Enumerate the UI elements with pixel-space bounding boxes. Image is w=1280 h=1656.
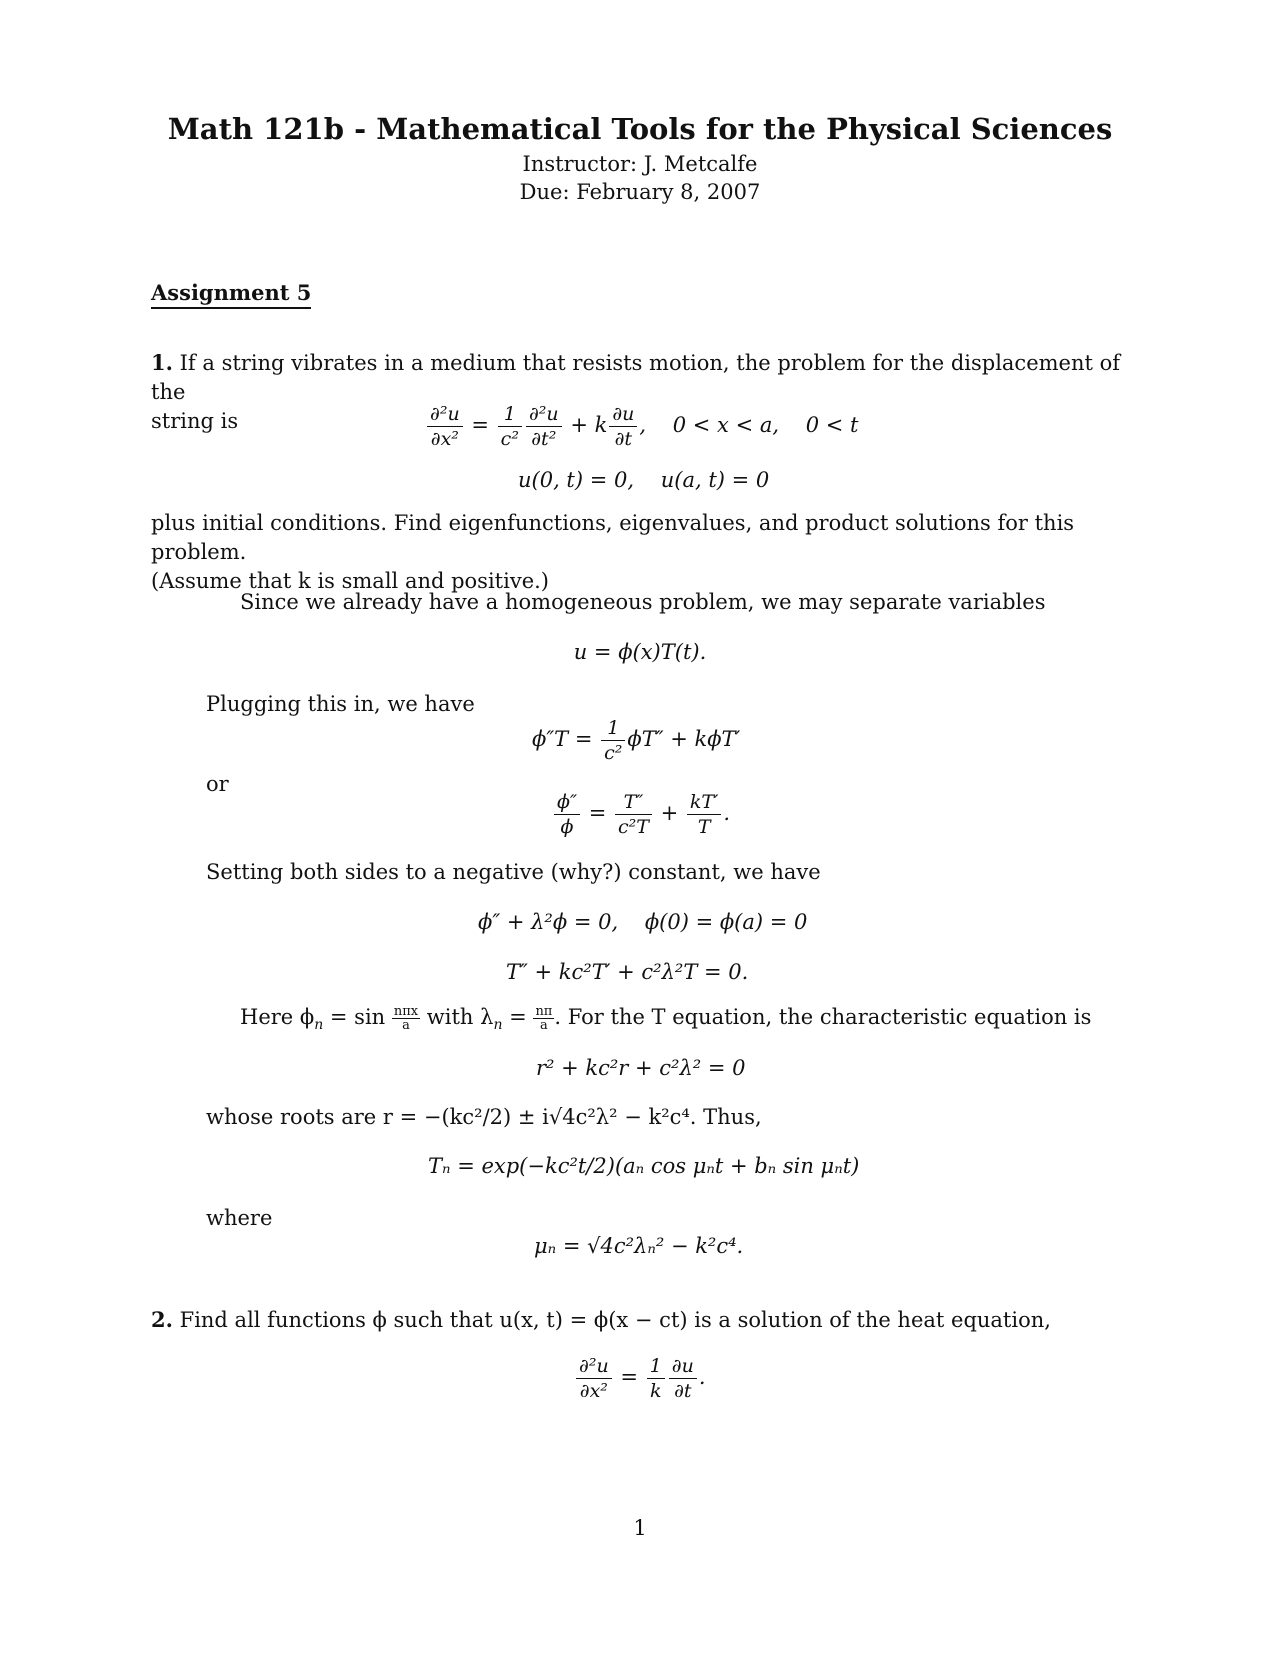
problem1-text-line2: string is <box>151 409 239 433</box>
solution-equation2: $\frac{\phi''}{\phi}$ = $\frac{T''}{\text{c²T}}$ + $\frac{kT'}{T}$ . <box>552 790 730 839</box>
solution-ode1: ϕ″ + λ²ϕ = 0, ϕ(0) = ϕ(a) = 0 <box>478 910 808 934</box>
problem1-after-line1: plus initial conditions. Find eigenfunctions, eigenvalues, and product solutions for this problem. <box>151 511 1075 564</box>
pde-domain: , 0 < x < a, 0 < t <box>639 413 859 437</box>
assignment-heading: Assignment 5 <box>151 280 311 309</box>
solution-characteristic: r² + kc²r + c²λ² = 0 <box>536 1056 746 1080</box>
solution-ode2: T″ + kc²T′ + c²λ²T = 0. <box>506 960 749 984</box>
pde-lhs-fraction: $\frac{\text{∂²u}}{\text{∂x²}}$ <box>427 402 463 451</box>
solution-setting: Setting both sides to a negative (why?) constant, we have <box>206 860 821 884</box>
instructor-line: Instructor: J. Metcalfe <box>522 152 758 176</box>
solution-plugging: Plugging this in, we have <box>206 692 475 716</box>
problem1-boundary: u(0, t) = 0, u(a, t) = 0 <box>518 468 770 492</box>
problem2-statement <box>151 1305 1051 1335</box>
pde-t-fraction: $\frac{\text{∂²u}}{\text{∂t²}}$ <box>526 402 562 451</box>
solution-or: or <box>206 772 229 796</box>
problem1-pde: $\frac{\text{∂²u}}{\text{∂x²}}$ = $\frac{1}{\text{c²}}$ $\frac{\text{∂²u}}{\text{∂t²}}$ + k $\frac{\partial u}{\partial t}$ , 0 < x < a, 0 < t <box>425 402 859 451</box>
solution-Tn: Tₙ = exp(−kc²t/2)(aₙ cos μₙt + bₙ sin μₙt) <box>428 1154 860 1178</box>
due-date-line: Due: February 8, 2007 <box>519 180 761 204</box>
solution-equation1: ϕ″T = $\frac{1}{\text{c²}}$ ϕT″ + kϕT′ <box>532 717 741 764</box>
problem2-number: 2. <box>151 1307 173 1332</box>
solution-mu: μₙ = √4c²λₙ² − k²c⁴. <box>534 1234 744 1258</box>
eq1-fraction: $\frac{1}{\text{c²}}$ <box>601 716 625 765</box>
problem1-after-line2: (Assume that k is small and positive.) <box>151 569 549 593</box>
problem1-text-line1: If a string vibrates in a medium that resists motion, the problem for the displacement of the <box>151 351 1121 404</box>
solution-here: Here $\phi_n = \sin$ nπx a with $\lambda_n$ = $\frac{n\pi}{a}$ . For the T equation, the characteristic equation is <box>240 1004 1092 1034</box>
problem2-heat-equation: $\frac{\text{∂²u}}{\text{∂x²}}$ = $\frac{1}{k}$ $\frac{\partial u}{\partial t}$ . <box>574 1354 706 1403</box>
problem2-text: Find all functions ϕ such that u(x, t) = ϕ(x − ct) is a solution of the heat equation, <box>179 1308 1051 1332</box>
solution-separation: u = ϕ(x)T(t). <box>573 640 707 664</box>
solution-where: where <box>206 1206 273 1230</box>
document-title: Math 121b - Mathematical Tools for the Physical Sciences <box>167 112 1113 146</box>
pde-c-fraction: $\frac{1}{\text{c²}}$ <box>498 402 522 451</box>
page-number: 1 <box>633 1516 647 1540</box>
pde-k-fraction: $\frac{\partial u}{\partial t}$ <box>609 402 637 451</box>
solution-roots: whose roots are r = −(kc²/2) ± i√4c²λ² − k²c⁴. Thus, <box>206 1105 762 1129</box>
solution-intro: Since we already have a homogeneous problem, we may separate variables <box>240 590 1046 614</box>
problem1-number: 1. <box>151 350 173 375</box>
problem1-after <box>151 509 1141 596</box>
